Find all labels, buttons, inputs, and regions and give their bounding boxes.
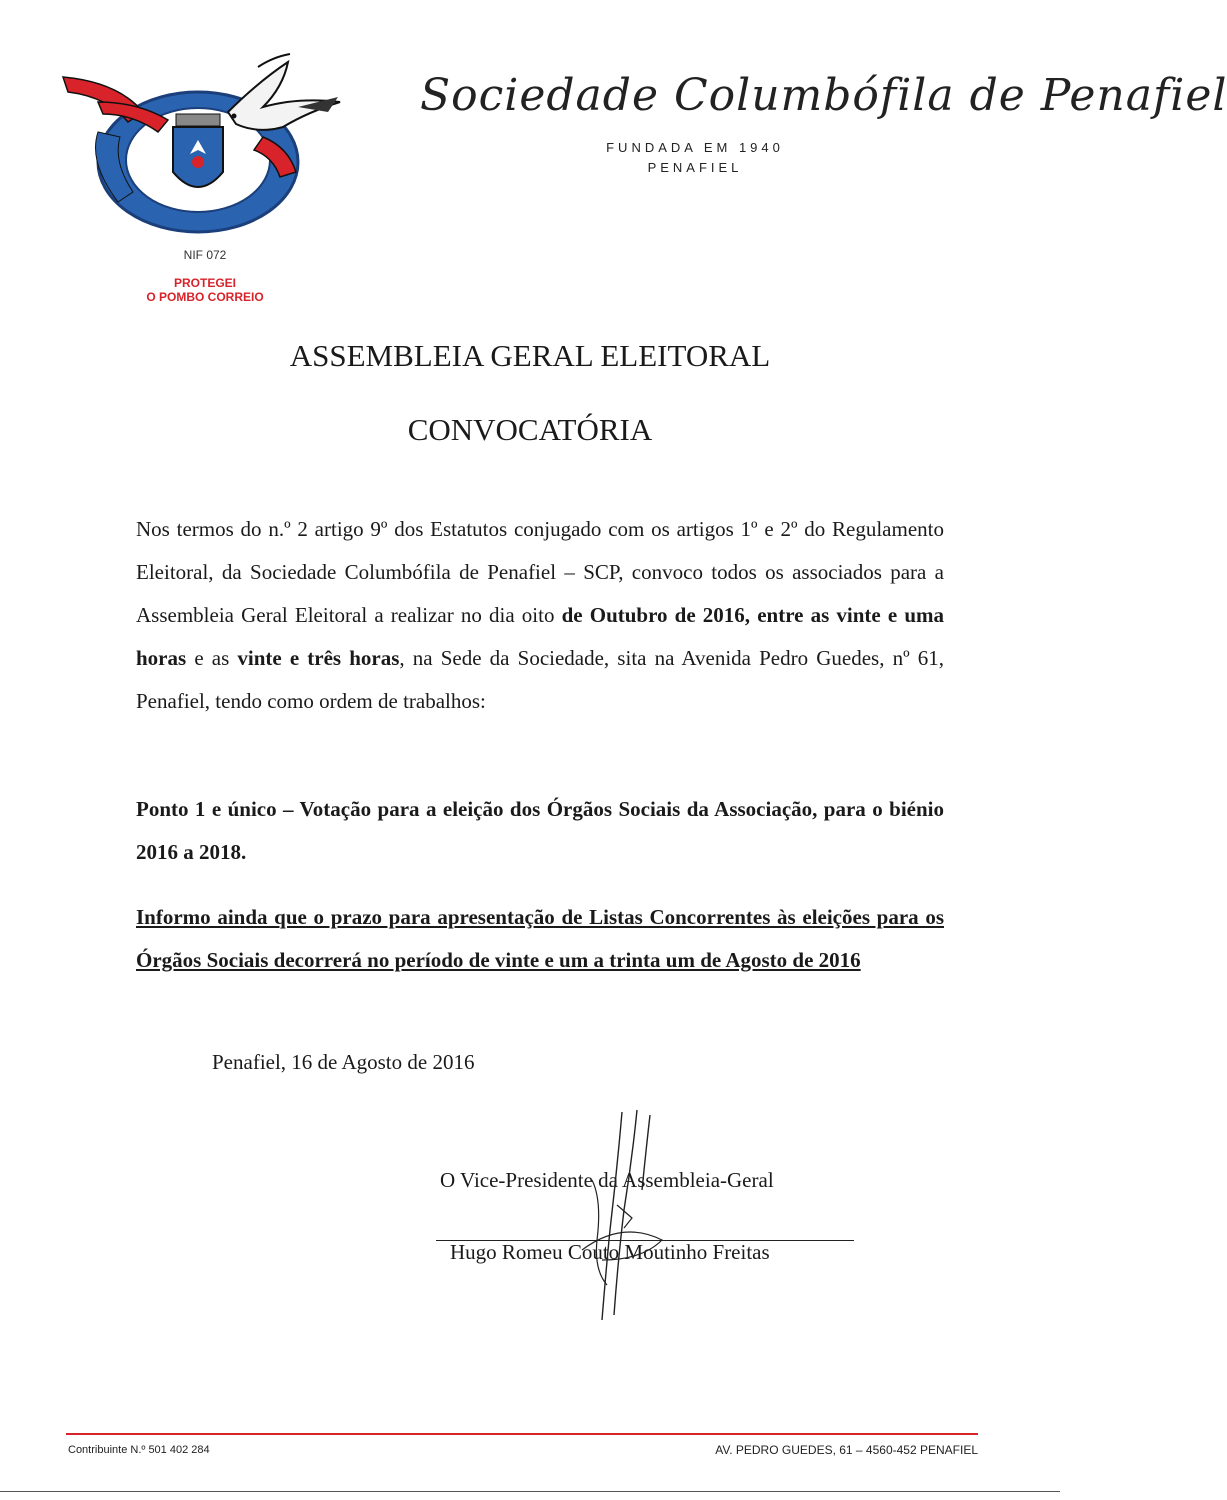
scan-edge-line bbox=[0, 1491, 1060, 1492]
signer-role: O Vice-Presidente da Assembleia-Geral bbox=[440, 1168, 774, 1192]
date-place: Penafiel, 16 de Agosto de 2016 bbox=[212, 1050, 475, 1074]
paragraph-mid: e as bbox=[186, 646, 238, 670]
paragraph-time-bold: vinte e três horas bbox=[237, 646, 400, 670]
handwritten-signature bbox=[562, 1110, 672, 1325]
agenda-point: Ponto 1 e único – Votação para a eleição dos Órgãos Sociais da Associação, para o biénio 2016 a 2018. bbox=[136, 797, 944, 864]
document-title: ASSEMBLEIA GERAL ELEITORAL bbox=[289, 338, 771, 373]
city-line: PENAFIEL bbox=[647, 160, 743, 175]
motto-line-1: PROTEGEI bbox=[173, 276, 236, 290]
signer-name: Hugo Romeu Couto Moutinho Freitas bbox=[450, 1240, 770, 1264]
club-name: Sociedade Columbófila de Penafiel bbox=[420, 70, 1227, 121]
footer-divider bbox=[66, 1433, 978, 1435]
paragraph-intro: Nos termos do n.º 2 artigo 9º dos Estatutos conjugado com os artigos 1º e 2º do Regulamento Eleitoral, da Sociedade Columbófila de Penafiel – SCP, convoco todos os associados para a Assembleia Geral Eleitoral a realizar no dia oito bbox=[136, 517, 944, 627]
footer-address: AV. PEDRO GUEDES, 61 – 4560-452 PENAFIEL bbox=[715, 1443, 978, 1457]
notice-paragraph: Informo ainda que o prazo para apresentação de Listas Concorrentes às eleições para os Órgãos Sociais decorrerá no período de vinte e um a trinta um de Agosto de 2016 bbox=[136, 905, 944, 972]
paragraph-date-bold: de Outubro de 2016, entre as vinte e uma horas bbox=[136, 603, 944, 670]
founded-line: FUNDADA EM 1940 bbox=[606, 140, 784, 155]
convocation-paragraph bbox=[136, 508, 944, 723]
taxpayer-number: Contribuinte N.º 501 402 284 bbox=[68, 1444, 210, 1456]
paragraph-end: , na Sede da Sociedade, sita na Avenida Pedro Guedes, nº 61, Penafiel, tendo como ordem de trabalhos: bbox=[136, 646, 944, 713]
club-logo bbox=[58, 52, 350, 247]
document-subtitle: CONVOCATÓRIA bbox=[407, 412, 653, 447]
motto-line-2: O POMBO CORREIO bbox=[146, 290, 264, 304]
nif-label: NIF 072 bbox=[183, 248, 227, 262]
